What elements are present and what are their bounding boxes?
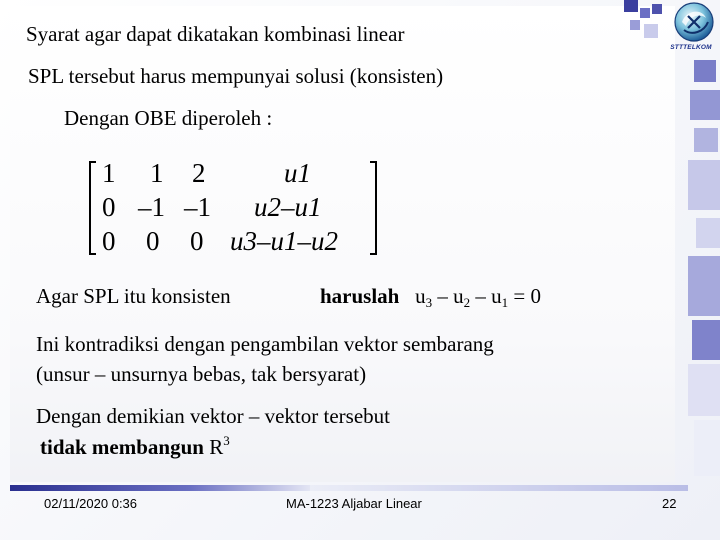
decorative-square (630, 20, 640, 30)
footer-date: 02/11/2020 0:36 (44, 496, 138, 511)
matrix-cell: 2 (192, 158, 206, 188)
eq-sub2: 2 (463, 295, 471, 310)
r-superscript: 3 (223, 433, 230, 448)
decorative-square (652, 4, 662, 14)
eq-u3: u (415, 284, 426, 308)
tidak-membangun-label: tidak membangun (40, 435, 204, 459)
matrix-cell: 0 (190, 226, 204, 256)
matrix-cell: 0 (102, 226, 116, 256)
decorative-square-column (688, 0, 720, 480)
obe-intro: Dengan OBE diperoleh : (64, 106, 273, 130)
consistency-equation (320, 284, 541, 311)
contradiction-line-1: Ini kontradiksi dengan pengambilan vektor sembarang (36, 332, 494, 356)
eq-tail: = 0 (508, 284, 541, 308)
augmented-matrix (88, 160, 388, 256)
matrix-cell: 0 (102, 192, 116, 222)
eq-sub1: 1 (501, 295, 509, 310)
r-symbol: R (209, 435, 224, 459)
heading-line-1: Syarat agar dapat dikatakan kombinasi linear (26, 22, 405, 46)
haruslah-label: haruslah (320, 284, 400, 308)
footer-course: MA-1223 Aljabar Linear (286, 496, 422, 511)
conclusion-line-1: Dengan demikian vektor – vektor tersebut (36, 404, 390, 428)
matrix-cell: 1 (150, 158, 164, 188)
consistency-condition (36, 284, 231, 308)
matrix-cell: 1 (102, 158, 116, 188)
heading-line-2: SPL tersebut harus mempunyai solusi (konsisten) (28, 64, 444, 88)
decorative-square (644, 24, 658, 38)
decorative-square (640, 8, 650, 18)
matrix-cell: u1 (284, 158, 311, 188)
eq-mid1: – u (432, 284, 464, 308)
footer-page-number: 22 (662, 496, 677, 511)
eq-sub3: 3 (425, 295, 433, 310)
matrix-cell: 0 (146, 226, 160, 256)
eq-mid2: – u (470, 284, 502, 308)
footer-divider-right (310, 485, 688, 491)
consistency-prefix: Agar SPL itu konsisten (36, 284, 231, 308)
conclusion-line-2 (40, 434, 230, 459)
decorative-square (624, 0, 638, 12)
matrix-cell: –1 (138, 192, 165, 222)
matrix-cell: u2–u1 (254, 192, 322, 222)
footer-divider (10, 485, 310, 491)
matrix-cell: –1 (184, 192, 211, 222)
matrix-cell: u3–u1–u2 (230, 226, 338, 256)
contradiction-line-2: (unsur – unsurnya bebas, tak bersyarat) (36, 362, 367, 386)
logo-text: STTTELKOM (670, 44, 712, 51)
